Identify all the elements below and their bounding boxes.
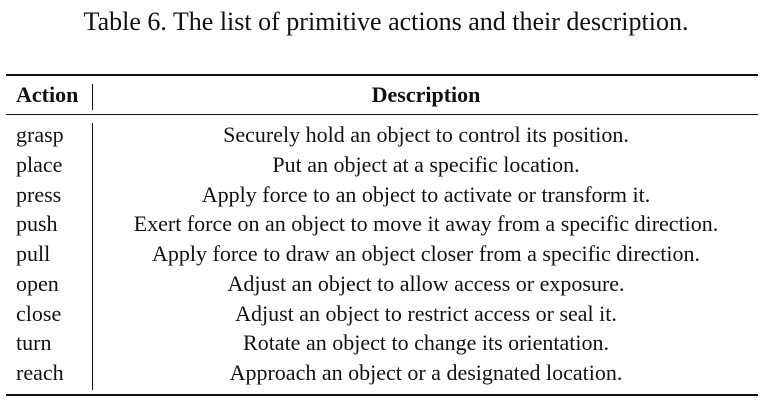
table-row <box>0 328 772 358</box>
column-separator-header <box>92 84 93 110</box>
description-cell: Adjust an object to restrict access or seal it. <box>235 300 617 326</box>
table-row <box>0 180 772 210</box>
table-header-rule <box>6 114 758 115</box>
description-cell: Adjust an object to allow access or exposure. <box>227 270 625 296</box>
table-row <box>0 150 772 180</box>
description-cell: Securely hold an object to control its position. <box>223 122 629 147</box>
table-row <box>0 209 772 239</box>
action-cell: grasp <box>16 122 64 147</box>
table-row <box>0 120 772 150</box>
table-bottom-rule <box>6 394 758 396</box>
table-body <box>0 120 772 388</box>
table-top-rule <box>6 74 758 76</box>
column-header-description: Description <box>371 82 481 107</box>
description-cell: Put an object at a specific location. <box>272 151 580 177</box>
action-cell: press <box>16 181 62 207</box>
action-cell: reach <box>16 360 64 385</box>
action-cell: pull <box>16 241 51 266</box>
description-cell: Rotate an object to change its orientation. <box>243 330 609 356</box>
action-cell: open <box>16 270 59 296</box>
action-cell: close <box>16 300 62 326</box>
description-cell: Approach an object or a designated location. <box>229 360 623 385</box>
action-cell: push <box>16 211 58 237</box>
column-header-action: Action <box>16 82 79 107</box>
table-row <box>0 299 772 329</box>
action-cell: turn <box>16 330 52 356</box>
table-row <box>0 358 772 388</box>
table-row <box>0 239 772 269</box>
description-cell: Apply force to draw an object closer from a specific direction. <box>152 241 700 266</box>
table-caption: Table 6. The list of primitive actions and their description. <box>83 7 689 36</box>
table-row <box>0 269 772 299</box>
action-cell: place <box>16 151 63 177</box>
description-cell: Exert force on an object to move it away from a specific direction. <box>133 211 719 237</box>
description-cell: Apply force to an object to activate or transform it. <box>201 181 651 207</box>
